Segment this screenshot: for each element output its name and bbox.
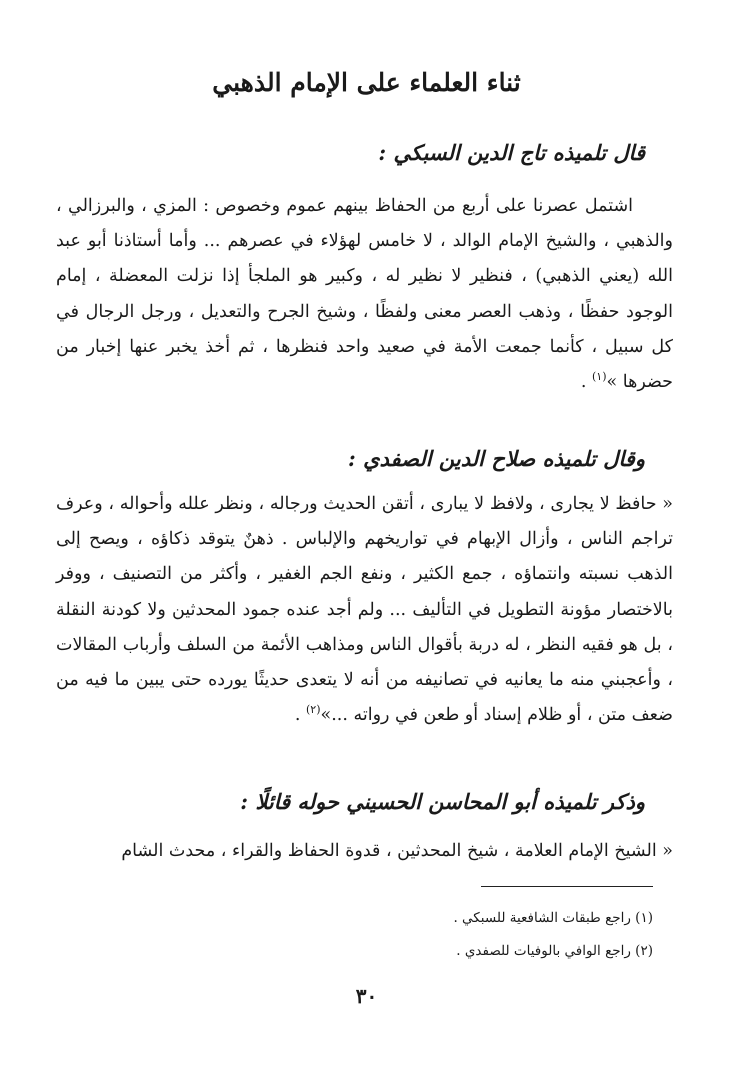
- section-heading-safadi: وقال تلميذه صلاح الدين الصفدي :: [348, 446, 645, 471]
- page-title: ثناء العلماء على الإمام الذهبي: [212, 68, 521, 97]
- section-paragraph-husayni: « الشيخ الإمام العلامة ، شيخ المحدثين ، قدوة الحفاظ والقراء ، محدث الشام: [121, 841, 673, 861]
- footnote-divider: [481, 886, 653, 887]
- footnote-marker: (١): [592, 370, 607, 384]
- section-heading-subki: قال تلميذه تاج الدين السبكي :: [378, 140, 645, 165]
- paragraph-end: .: [580, 372, 592, 393]
- section-paragraph-safadi: [56, 487, 673, 733]
- paragraph-text: اشتمل عصرنا على أربع من الحفاظ بينهم عموم وخصوص : المزي ، والبرزالي ، والذهبي ، والشيخ الإمام الوالد ، لا خامس لهؤلاء في عصرهم ... وأما أستاذنا أبو عبد الله (يعني الذهبي) ، فنظير لا نظير له ، وكبير هو الملجأ إذا نزلت المعضلة ، إمام الوجود حفظًا ، وذهب العصر معنى ولفظًا ، وشيخ الجرح والتعديل ، ورجل الرجال في كل سبيل ، كأنما جمعت الأمة في صعيد واحد فنظرها ، ثم أخذ يخبر عنها إخبار من حضرها »: [56, 196, 673, 393]
- footnote-item: (١) راجع طبقات الشافعية للسبكي .: [453, 910, 653, 926]
- footnote-item: (٢) راجع الوافي بالوفيات للصفدي .: [456, 943, 653, 959]
- section-heading-husayni: وذكر تلميذه أبو المحاسن الحسيني حوله قائلًا :: [240, 789, 645, 814]
- paragraph-end: .: [294, 705, 306, 726]
- section-paragraph-subki: [56, 189, 673, 400]
- footnote-marker: (٢): [305, 703, 321, 717]
- paragraph-text: « حافظ لا يجارى ، ولافظ لا يبارى ، أتقن الحديث ورجاله ، ونظر علله وأحواله ، وعرف تراجم الناس ، وأزال الإبهام في تواريخهم والإلباس . ذهنٌ يتوقد ذكاؤه ، ويصح إلى الذهب نسبته وانتماؤه ، جمع الكثير ، ونفع الجم الغفير ، وأكثر من التصنيف ، ووفر بالاختصار مؤونة التطويل في التأليف ... ولم أجد عنده جمود المحدثين ولا كودنة النقلة ، بل هو فقيه النظر ، له دربة بأقوال الناس ومذاهب الأئمة من السلف وأرباب المقالات ، وأعجبني منه ما يعانيه في تصانيفه من أنه لا يتعدى حديثًا يورده حتى يبين ما فيه من ضعف متن ، أو ظلام إسناد أو طعن في رواته ...»: [56, 494, 673, 726]
- page-number: ٣٠: [355, 984, 378, 1008]
- footnotes-list: [56, 902, 653, 968]
